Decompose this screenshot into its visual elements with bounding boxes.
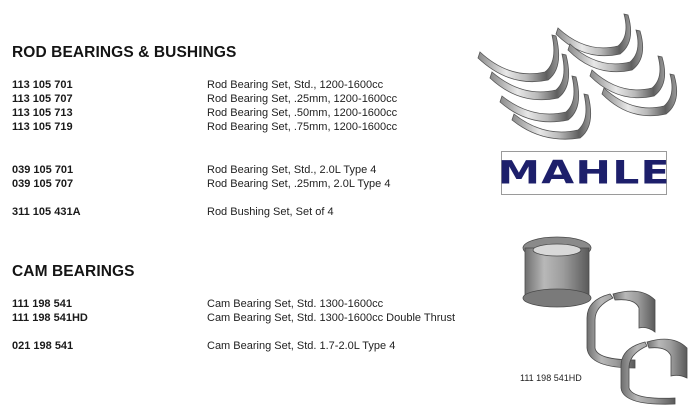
part-number: 113 105 719 [12,121,73,133]
list-item [12,164,492,177]
part-description: Rod Bearing Set, .75mm, 1200-1600cc [207,121,398,133]
list-item [12,93,492,106]
rod-bearings-photo [470,10,690,140]
list-item [12,298,492,311]
part-description: Rod Bearing Set, .50mm, 1200-1600cc [207,107,398,119]
heading-cam-bearings: CAM BEARINGS [12,263,135,280]
list-item [12,178,492,191]
list-item [12,340,492,353]
part-description: Rod Bearing Set, Std., 1200-1600cc [207,79,384,91]
list-item [12,107,492,120]
list-item [12,121,492,134]
part-description: Cam Bearing Set, Std. 1300-1600cc [207,298,384,310]
list-item [12,312,492,325]
part-description: Rod Bearing Set, .25mm, 2.0L Type 4 [207,178,391,190]
part-number: 111 198 541HD [12,312,88,324]
part-description: Cam Bearing Set, Std. 1300-1600cc Double Thrust [207,312,456,324]
mahle-logo-text: MAHLE [497,154,671,192]
part-description: Rod Bearing Set, Std., 2.0L Type 4 [207,164,377,176]
list-item [12,206,492,219]
part-number: 039 105 701 [12,164,74,176]
part-description: Cam Bearing Set, Std. 1.7-2.0L Type 4 [207,340,396,352]
cam-bearing-caption: 111 198 541HD [520,373,582,383]
list-item [12,79,492,92]
part-number: 311 105 431A [12,206,81,218]
part-number: 111 198 541 [12,298,72,310]
part-description: Rod Bushing Set, Set of 4 [207,206,334,218]
heading-rod-bearings: ROD BEARINGS & BUSHINGS [12,44,237,61]
part-description: Rod Bearing Set, .25mm, 1200-1600cc [207,93,398,105]
part-number: 039 105 707 [12,178,74,190]
part-number: 113 105 713 [12,107,73,119]
mahle-logo [497,151,671,195]
part-number: 113 105 701 [12,79,73,91]
part-number: 021 198 541 [12,340,74,352]
part-number: 113 105 707 [12,93,73,105]
